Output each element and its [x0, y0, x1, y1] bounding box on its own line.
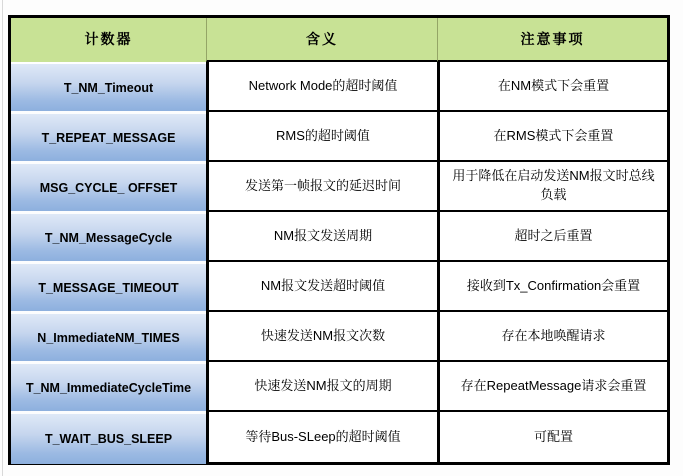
- meaning-cell: RMS的超时阈值: [206, 112, 437, 162]
- counter-cell: T_REPEAT_MESSAGE: [11, 114, 206, 164]
- nm-counter-table: [8, 15, 670, 465]
- counter-cell: N_ImmediateNM_TIMES: [11, 314, 206, 364]
- note-cell: 接收到Tx_Confirmation会重置: [437, 262, 667, 312]
- meaning-cell: 发送第一帧报文的延迟时间: [206, 162, 437, 212]
- meaning-cell: NM报文发送周期: [206, 212, 437, 262]
- note-cell: 可配置: [437, 412, 667, 462]
- meaning-cell: 快速发送NM报文次数: [206, 312, 437, 362]
- meaning-cell: Network Mode的超时阈值: [206, 62, 437, 112]
- meaning-cell: NM报文发送超时阈值: [206, 262, 437, 312]
- note-cell: 在RMS模式下会重置: [437, 112, 667, 162]
- note-cell: 存在RepeatMessage请求会重置: [437, 362, 667, 412]
- counter-cell: T_NM_ImmediateCycleTime: [11, 364, 206, 414]
- note-cell: 存在本地唤醒请求: [437, 312, 667, 362]
- header-cell-meaning: 含义: [206, 18, 437, 62]
- note-cell: 用于降低在启动发送NM报文时总线负载: [437, 162, 667, 212]
- counter-cell: T_NM_Timeout: [11, 64, 206, 114]
- counter-cell: T_MESSAGE_TIMEOUT: [11, 264, 206, 314]
- counter-cell: T_WAIT_BUS_SLEEP: [11, 414, 206, 464]
- counter-cell: T_NM_MessageCycle: [11, 214, 206, 264]
- header-cell-note: 注意事项: [437, 18, 667, 62]
- header-cell-counter: 计数器: [11, 18, 206, 62]
- note-cell: 超时之后重置: [437, 212, 667, 262]
- meaning-cell: 等待Bus-SLeep的超时阈值: [206, 412, 437, 462]
- meaning-cell: 快速发送NM报文的周期: [206, 362, 437, 412]
- counter-cell: MSG_CYCLE_ OFFSET: [11, 164, 206, 214]
- page-edge-line: [2, 0, 3, 476]
- note-cell: 在NM模式下会重置: [437, 62, 667, 112]
